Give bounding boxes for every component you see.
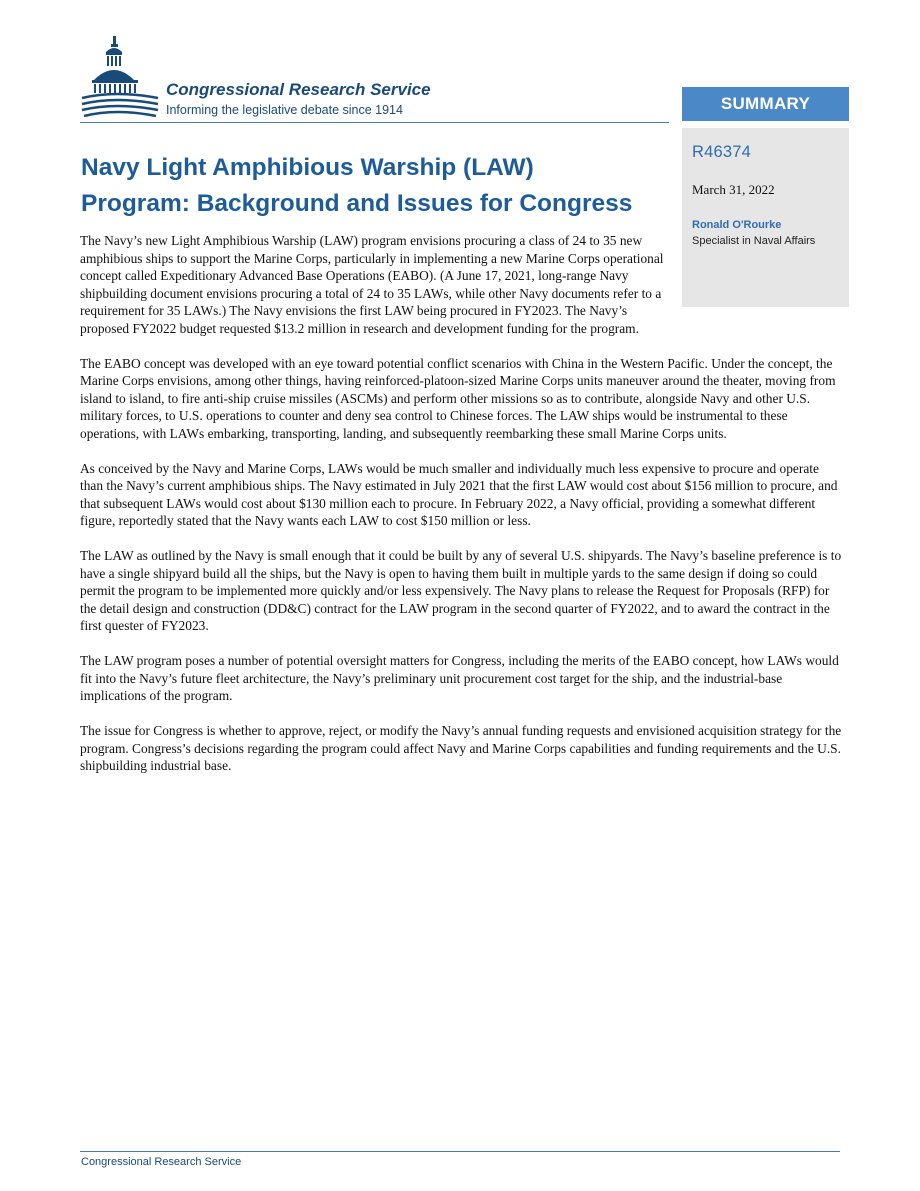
paragraph-3: As conceived by the Navy and Marine Corps, LAWs would be much smaller and individually much less expensive to procure and operate than the Navy’s current amphibious ships. The Navy estimated in July 2021 that the first LAW would cost about $156 million to procure, and that subsequent LAWs would cost about $130 million each to procure. In February 2022, a Navy official, providing a somewhat different figure, reportedly stated that the Navy wants each LAW to cost $150 million or less.: [80, 460, 838, 528]
report-date: March 31, 2022: [692, 182, 775, 197]
paragraph-2: The EABO concept was developed with an eye toward potential conflict scenarios with China in the Western Pacific. Under the concept, the Marine Corps envisions, among other things, having reinforced-platoon-sized Marine Corps units maneuver around the theater, moving from island to island, to fire anti-ship cruise missiles (ASCMs) and perform other missions so as to contribute, alongside Navy and other U.S. military forces, to U.S. operations to counter and deny sea control to Chinese forces. The LAW ships would be instrumental to these operations, with LAWs embarking, transporting, landing, and subsequently reembarking these small Marine Corps units.: [80, 355, 836, 441]
page-title: [81, 150, 681, 222]
header-divider: [80, 122, 669, 123]
crs-logo: [80, 34, 480, 124]
summary-label: SUMMARY: [682, 87, 849, 121]
report-number: R46374: [692, 143, 751, 161]
footer-divider: [80, 1151, 840, 1152]
footer-org-name: Congressional Research Service: [81, 1156, 242, 1168]
paragraph-5: The LAW program poses a number of potential oversight matters for Congress, including the merits of the EABO concept, how LAWs would fit into the Navy’s future fleet architecture, the Navy’s preliminary unit procurement cost target for the ship, and the industrial-base implications of the program.: [80, 653, 839, 703]
paragraph-6: The issue for Congress is whether to approve, reject, or modify the Navy’s annual funding requests and envisioned acquisition strategy for the program. Congress’s decisions regarding the program could affect Navy and Marine Corps capabilities and funding requirements and the U.S. shipbuilding industrial base.: [80, 723, 842, 773]
author-name: Ronald O'Rourke: [692, 219, 782, 231]
author-title: Specialist in Naval Affairs: [692, 235, 816, 247]
paragraph-4: The LAW as outlined by the Navy is small enough that it could be built by any of several U.S. shipyards. The Navy’s baseline preference is to have a single shipyard build all the ships, but the Navy is open to having them built in multiple yards to the same design if doing so could permit the program to be implemented more quickly and/or less expensively. The Navy plans to release the Request for Proposals (RFP) for the detail design and construction (DD&C) contract for the LAW program in the second quarter of FY2022, and to award the contract in the first quester of FY2023.: [80, 548, 842, 633]
title-line-2: Program: Background and Issues for Congress: [81, 190, 633, 217]
org-tagline: Informing the legislative debate since 1914: [166, 103, 403, 117]
paragraph-1: The Navy’s new Light Amphibious Warship (LAW) program envisions procuring a class of 24 to 35 new amphibious ships to support the Marine Corps, particularly in implementing a new Marine Corps operational concept called Expeditionary Advanced Base Operations (EABO). (A June 17, 2021, long-range Navy shipbuilding document envisions procuring a total of 24 to 35 LAWs, while other Navy documents refer to a requirement for 35 LAWs.) The Navy envisions the first LAW being procured in FY2023. The Navy’s proposed FY2022 budget requested $13.2 million in research and development funding for the program.: [80, 233, 664, 336]
org-name: Congressional Research Service: [166, 80, 431, 99]
sidebar-spacer: [674, 232, 844, 308]
summary-body: [80, 232, 844, 792]
capitol-dome-icon: [80, 34, 160, 122]
title-line-1: Navy Light Amphibious Warship (LAW): [81, 154, 534, 181]
